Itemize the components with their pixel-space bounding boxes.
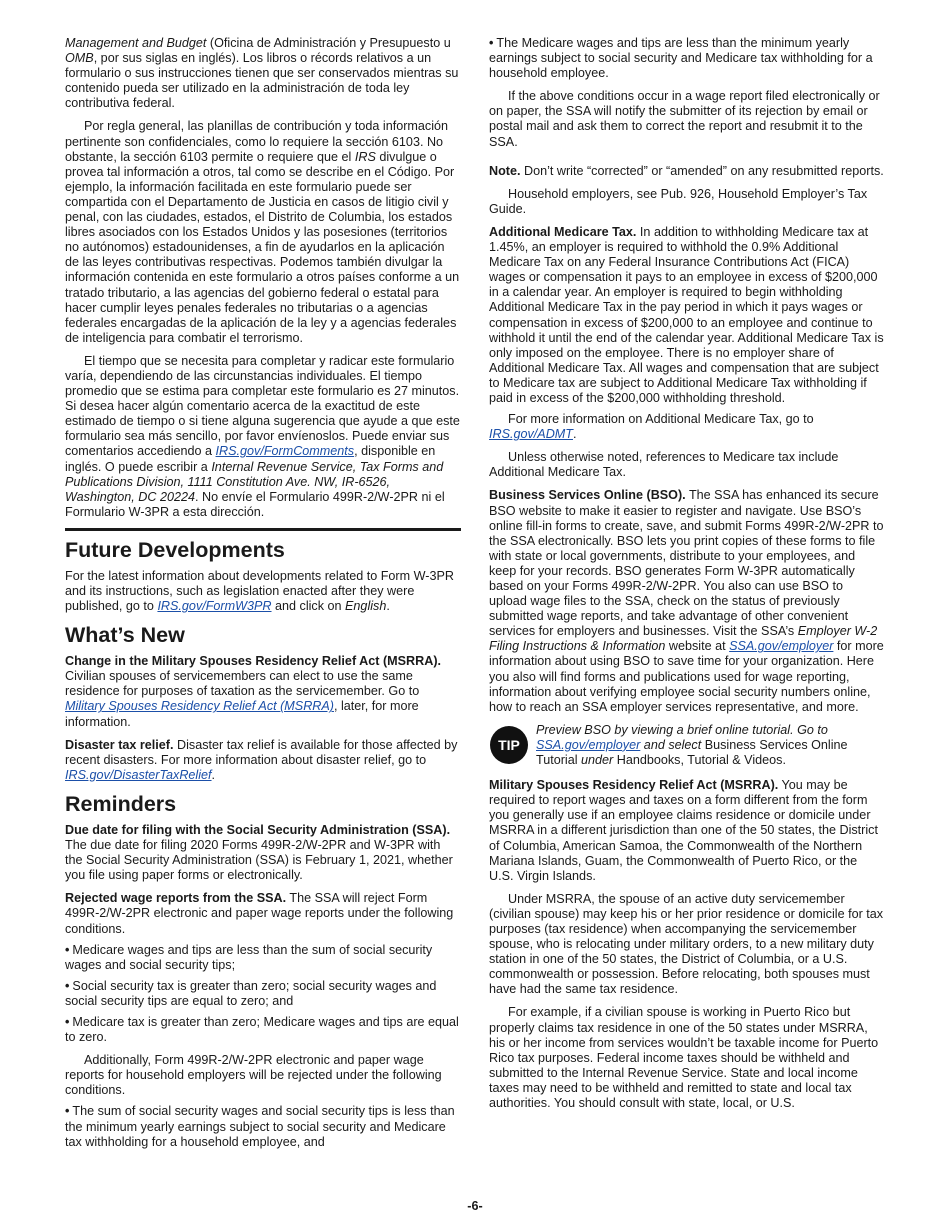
bullet-item: • The Medicare wages and tips are less than the minimum yearly earnings subject to social security and Medicare tax withholding for a household employee. bbox=[489, 36, 873, 81]
msrra-paragraph: Military Spouses Residency Relief Act (MSRRA). You may be required to report wages and taxes on a form different from the form you generally use if an employee claims residence or domicile under MSRRA in a different jurisdiction than one of the 50 states, the District of Columbia, American Samoa, the Commonwealth of the Northern Mariana Islands, Guam, the Commonwealth of Puerto Rico, or the U.S. Virgin Islands. bbox=[489, 778, 878, 883]
note-paragraph: Note. Don’t write “corrected” or “amended” on any resubmitted reports. bbox=[489, 163, 884, 178]
tip-icon bbox=[489, 725, 529, 765]
irs-address: Internal Revenue Service, Tax Forms and Publications Division, 1111 Constitution Ave. NW, IR-6526, Washington, DC 20224 bbox=[65, 459, 444, 504]
future-developments-heading: Future Developments bbox=[65, 537, 285, 562]
future-developments-paragraph: For the latest information about developments related to Form W-3PR and its instructions, such as legislation enacted after they were published, go to IRS.gov/FormW3PR and click on English. bbox=[65, 568, 454, 614]
disaster-tax-relief-link[interactable]: IRS.gov/DisasterTaxRelief bbox=[65, 767, 212, 782]
irs-form-comments-link[interactable]: IRS.gov/FormComments bbox=[215, 444, 355, 459]
household-employers-paragraph: Household employers, see Pub. 926, Household Employer’s Tax Guide. bbox=[489, 186, 868, 216]
ssa-employer-tip-link[interactable]: SSA.gov/employer bbox=[536, 737, 641, 752]
msrra-civilian-spouse-paragraph: Under MSRRA, the spouse of an active duty servicemember (civilian spouse) may keep his or her prior residence or domicile for tax purposes (tax residence) when accompanying the servicemember spouse, who is relocating under military orders, to a new military duty station in one of the 50 states, the District of Columbia, or a U.S. commonwealth or possession. Before relocating, both spouses must have had the same tax residence. bbox=[489, 891, 884, 997]
right-column bbox=[489, 36, 884, 1119]
bso-paragraph: Business Services Online (BSO). The SSA has enhanced its secure BSO website to make it easier to register and navigate. Use BSO’s online fill-in forms to create, save, and submit Forms 499R-2/W-2PR to the SSA electronically. BSO lets you print copies of these forms to file with state or local governments, distribute to your employees, and keep for your records. BSO generates Form W-3PR automatically based on your Forms 499R-2/W-2PR. You also can use BSO to upload wage files to the SSA, check on the status of previously submitted wage reports, and take advantage of other convenient services for employers and businesses. Visit the SSA’s Employer W-2 Filing Instructions & Information website at SSA.gov/employer for more information about using BSO to save time for your organization. Here you also will find forms and publications used for wage reporting, information about verifying employee social security numbers online, how to reach an SSA employer services representative, and more. bbox=[489, 488, 884, 714]
tip-text: Preview BSO by viewing a brief online tutorial. Go to SSA.gov/employer and select Business Services Online Tutorial under Handbooks, Tutorial & Videos. bbox=[536, 722, 848, 768]
tip-icon-label: TIP bbox=[498, 736, 520, 753]
bullet-icon: • bbox=[65, 1104, 70, 1119]
whats-new-heading: What’s New bbox=[65, 623, 185, 648]
msrra-example-paragraph: For example, if a civilian spouse is working in Puerto Rico but properly claims tax residence in one of the 50 states under MSRRA, his or her income from services wouldn’t be taxable income for Puerto Rico tax purposes. Federal income taxes should be withheld and submitted to the Internal Revenue Service. State and local income taxes may need to be withheld and remitted to state and local tax authorities. You should consult with state, local, or U.S. bbox=[489, 1005, 879, 1110]
bullet-icon: • bbox=[489, 36, 494, 50]
left-column bbox=[65, 36, 461, 1158]
bullet-item: • Social security tax is greater than zero; social security wages and social security tips are equal to zero; and bbox=[65, 978, 437, 1008]
bullet-icon: • bbox=[65, 978, 70, 993]
irs-admt-link[interactable]: IRS.gov/ADMT bbox=[489, 427, 573, 442]
admt-info-paragraph: For more information on Additional Medicare Tax, go to IRS.gov/ADMT. bbox=[489, 412, 814, 442]
time-estimate-paragraph: El tiempo que se necesita para completar y radicar este formulario varía, dependiendo de las circunstancias individuales. El tiempo promedio que se estima para completar este formulario es 27 minutos. Si desea hacer algún comentario acerca de la exactitud de este estimado de tiempo o si tiene alguna sugerencia que ayude a que este formulario sea más sencillo, por favor envíenoslos. Puede enviar sus comentarios accediendo a IRS.gov/FormComments, disponible en inglés. O puede escribir a Internal Revenue Service, Tax Forms and Publications Division, 1111 Constitution Ave. NW, IR-6526, Washington, DC 20224. No envíe el Formulario 499R-2/W-2PR ni el Formulario W-3PR a esta dirección. bbox=[65, 353, 460, 519]
ssa-employer-link[interactable]: SSA.gov/employer bbox=[729, 639, 834, 654]
resubmit-paragraph: If the above conditions occur in a wage report filed electronically or on paper, the SSA will notify the submitter of its rejection by email or postal mail and ask them to correct the report and resubmit it to the SSA. bbox=[489, 89, 880, 149]
bullet-icon: • bbox=[65, 1014, 70, 1029]
page-number: -6- bbox=[467, 1199, 483, 1213]
irs-form-w3pr-link[interactable]: IRS.gov/FormW3PR bbox=[157, 599, 272, 614]
bullet-item: • Medicare wages and tips are less than the sum of social security wages and social security tips; bbox=[65, 942, 433, 972]
due-date-paragraph: Due date for filing with the Social Security Administration (SSA). The due date for filing 2020 Forms 499R-2/W-2PR and W-3PR with the Social Security Administration (SSA) is February 1, 2021, whether you file using paper forms or electronically. bbox=[65, 822, 453, 883]
omb-italic: Management and Budget bbox=[65, 36, 207, 50]
additional-medicare-paragraph: Additional Medicare Tax. In addition to withholding Medicare tax at 1.45%, an employer is required to withhold the 0.9% Additional Medicare Tax on any Federal Insurance Contributions Act (FICA) wages or compensation it pays to an employee in excess of $200,000 in a calendar year. An employer is required to begin withholding Additional Medicare Tax in the pay period in which it pays wages or compensation in excess of $200,000 to an employee and continue to withhold it until the end of the calendar year. Additional Medicare Tax is only imposed on the employee. There is no employer share of Additional Medicare Tax. All wages and compensation that are subject to Medicare tax are subject to Additional Medicare Tax withholding if paid in excess of the $200,000 withholding threshold. bbox=[489, 224, 884, 405]
rejected-reports-paragraph: Rejected wage reports from the SSA. The SSA will reject Form 499R-2/W-2PR electronic and paper wage reports under the following conditions. bbox=[65, 891, 454, 936]
tip-box bbox=[489, 723, 884, 768]
msrra-change-paragraph: Change in the Military Spouses Residency Relief Act (MSRRA). Civilian spouses of servicemembers can elect to use the same residence for purposes of taxation as the servicemember. Go to Military Spouses Residency Relief Act (MSRRA), later, for more information. bbox=[65, 654, 442, 729]
unless-noted-paragraph: Unless otherwise noted, references to Medicare tax include Additional Medicare Tax. bbox=[489, 450, 839, 480]
msrra-link[interactable]: Military Spouses Residency Relief Act (MSRRA) bbox=[65, 699, 334, 714]
bullet-icon: • bbox=[65, 942, 70, 957]
bullet-item: • The sum of social security wages and social security tips is less than the minimum yearly earnings subject to social security and Medicare tax withholding for a household employee, and bbox=[65, 1104, 455, 1149]
confidentiality-paragraph: Por regla general, las planillas de contribución y toda información pertinente son confidenciales, como lo requiere la sección 6103. No obstante, la sección 6103 permite o requiere que el IRS divulgue o provea tal información a otros, tal como se describe en el Código. Por ejemplo, la información facilitada en este formulario puede ser compartida con el Departamento de Justicia en casos de litigio civil y penal, con las ciudades, estados, el Distrito de Columbia, los estados libres asociados con los Estados Unidos y las posesiones (territorios no autónomos) estadounidenses, a fin de ayudarlos en la aplicación de las leyes contributivas respectivas. Podemos también divulgar la información contenida en este formulario a otros países conforme a un tratado tributario, a las agencias del gobierno federal o estatal para hacer cumplir leyes penales federales no tributarias o a agencias federales encargadas de la aplicación de la ley y a agencias federales de inteligencia para combatir el terrorismo. bbox=[65, 119, 460, 345]
section-divider bbox=[65, 528, 461, 531]
reminders-heading: Reminders bbox=[65, 791, 177, 816]
disaster-relief-paragraph: Disaster tax relief. Disaster tax relief is available for those affected by recent disasters. For more information about disaster relief, go to IRS.gov/DisasterTaxRelief. bbox=[65, 737, 458, 782]
household-rejection-paragraph: Additionally, Form 499R-2/W-2PR electronic and paper wage reports for household employers will be rejected under the following conditions. bbox=[65, 1053, 442, 1098]
omb-paragraph: Management and Budget (Oficina de Administración y Presupuesto u OMB, por sus siglas en inglés). Los libros o récords relativos a un formulario o sus instrucciones tienen que ser conservados mientras su contenido pueda ser utilizado en la administración de toda ley contributiva federal. bbox=[65, 36, 459, 111]
bullet-item: • Medicare tax is greater than zero; Medicare wages and tips are equal to zero. bbox=[65, 1014, 459, 1045]
